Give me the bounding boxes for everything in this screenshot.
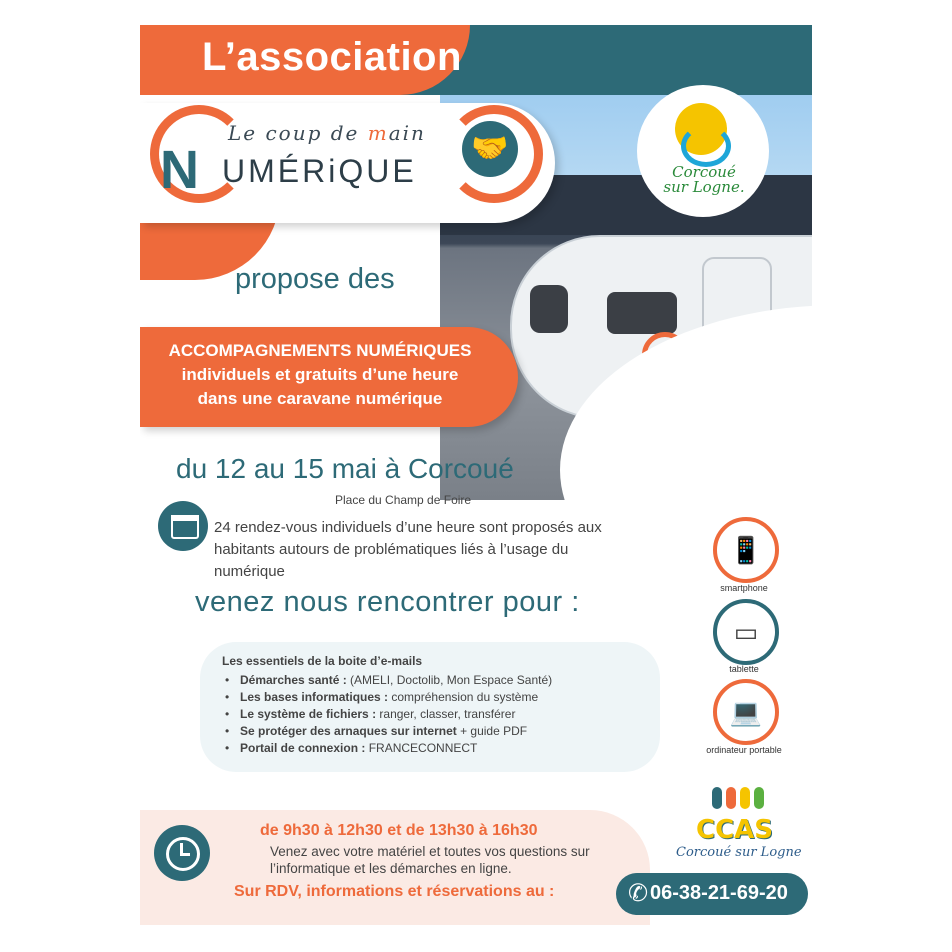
clock-hand-minute xyxy=(180,853,190,856)
logo-tagline-m: m xyxy=(367,121,389,145)
list-item-bold: Se protéger des arnaques sur internet xyxy=(240,724,457,738)
smartphone-label: smartphone xyxy=(720,583,768,593)
banner-line1: ACCOMPAGNEMENTS NUMÉRIQUES xyxy=(168,341,472,360)
logo-tagline-pre: Le coup de xyxy=(228,121,368,145)
list-item-text: compréhension du système xyxy=(388,690,539,704)
list-item-text: + guide PDF xyxy=(456,724,528,738)
list-item-bold: Démarches santé : xyxy=(240,673,347,687)
ccas-figure-3 xyxy=(740,787,750,809)
ccas-figures-icon xyxy=(708,783,778,813)
list-item-text: FRANCECONNECT xyxy=(365,741,478,755)
caravan-photo xyxy=(440,25,812,500)
smartphone-icon: 📱 xyxy=(713,517,779,583)
phone-number[interactable]: 06-38-21-69-20 xyxy=(650,882,788,904)
commune-name-line1: Corcoué xyxy=(672,163,736,181)
list-item-bold: Les bases informatiques : xyxy=(240,690,389,704)
phone-badge[interactable] xyxy=(616,873,808,915)
logo-tagline xyxy=(228,121,426,145)
clock-icon xyxy=(154,825,210,881)
ccas-figure-1 xyxy=(712,787,722,809)
booking-text: Sur RDV, informations et réservations au : xyxy=(234,883,555,900)
offer-banner xyxy=(140,327,518,427)
laptop-icon: 💻 xyxy=(713,679,779,745)
topics-box xyxy=(200,642,660,772)
tablet-icon: ▭ xyxy=(713,599,779,665)
list-item-text: ranger, classer, transférer xyxy=(376,707,516,721)
event-dates: du 12 au 15 mai à Corcoué xyxy=(176,453,514,484)
banner-line2: individuels et gratuits d’une heure xyxy=(181,365,459,384)
topics-list xyxy=(222,672,552,757)
list-item-text: (AMELI, Doctolib, Mon Espace Santé) xyxy=(346,673,553,687)
banner-line3: dans une caravane numérique xyxy=(197,389,443,408)
event-place: Place du Champ de Foire xyxy=(335,493,472,507)
list-item-bold: Le système de fichiers : xyxy=(240,707,377,721)
intro-text: 24 rendez-vous individuels d’une heure sont proposés aux habitants autours de problématiques liés à l’usage du numérique xyxy=(214,519,602,580)
phone-icon: ✆ xyxy=(628,880,649,907)
logo-n-letter: N xyxy=(160,140,199,200)
list-item-bold: Portail de connexion : xyxy=(240,741,366,755)
list-item xyxy=(222,706,552,723)
list-item xyxy=(222,672,552,689)
logo-word: UMÉRiQUE xyxy=(222,153,417,189)
bring-material-text: Venez avec votre matériel et toutes vos questions sur l’informatique et les démarches en ligne. xyxy=(270,844,590,876)
list-item xyxy=(222,740,552,757)
commune-name xyxy=(649,165,759,195)
river-icon xyxy=(681,125,731,167)
caravan-side-window xyxy=(607,292,677,334)
commune-logo xyxy=(637,85,769,217)
ccas-logo: CCAS xyxy=(696,815,774,845)
handshake-icon: 🤝 xyxy=(462,121,518,177)
header-title: L’association xyxy=(202,35,462,79)
ccas-subtitle: Corcoué sur Logne xyxy=(676,845,802,860)
caravan-front-window xyxy=(530,285,568,333)
calendar-icon-bar xyxy=(171,515,199,521)
commune-name-line2: sur Logne. xyxy=(663,178,745,196)
calendar-icon xyxy=(158,501,208,551)
poster xyxy=(140,25,812,925)
opening-hours: de 9h30 à 12h30 et de 13h30 à 16h30 xyxy=(260,822,538,839)
laptop-label: ordinateur portable xyxy=(706,745,782,755)
propose-text: propose des xyxy=(235,263,395,295)
ccas-figure-2 xyxy=(726,787,736,809)
topics-title: Les essentiels de la boite d’e-mails xyxy=(222,654,423,668)
logo-tagline-post: ain xyxy=(388,121,426,145)
coup-de-main-logo xyxy=(140,103,555,223)
list-item xyxy=(222,723,552,740)
venez-heading: venez nous rencontrer pour : xyxy=(195,586,580,618)
list-item xyxy=(222,689,552,706)
ccas-figure-4 xyxy=(754,787,764,809)
tablet-label: tablette xyxy=(729,664,759,674)
